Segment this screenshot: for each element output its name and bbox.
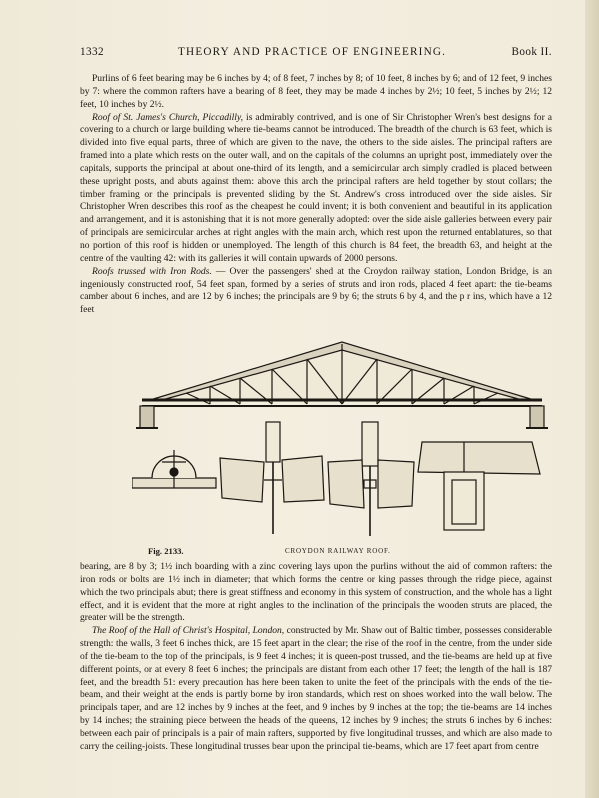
roof-truss-drawing bbox=[136, 342, 548, 428]
joint-detail-shoe bbox=[418, 442, 540, 530]
paragraph-body: — Over the passengers' shed at the Croydon railway station, London Bridge, is an ingeniously constructed roof, 54 feet span, formed by a series of struts and iron rods, placed 4 feet apart: the tie-beams camber about 6 inches, and are 12 by 6 inches; the principals are 9 by 6; the struts 6 by 4, and the p r ins, which have a 12 feet bbox=[80, 265, 552, 316]
paragraph-purlins bbox=[80, 73, 552, 112]
paragraph-body: Purlins of 6 feet bearing may be 6 inches by 4; of 8 feet, 7 inches by 8; of 10 feet, 8 inches by 6; and of 12 feet, 9 inches by 7: where the common rafters have a bearing of 8 feet, they may be made 4 inches by 2½; 10 feet, 5 inches by 2½; 12 feet, 10 inches by 2½. bbox=[80, 73, 552, 110]
joint-detail-ridge bbox=[132, 450, 216, 488]
page-gutter bbox=[585, 0, 599, 798]
body-text-top bbox=[80, 73, 552, 317]
paragraph-iron-rods bbox=[80, 266, 552, 317]
paragraph-continued bbox=[80, 561, 552, 625]
paragraph-body: bearing, are 8 by 3; 1½ inch boarding with a zinc covering lays upon the purlins without the aid of common rafters: the iron rods or bolts are 1½ inch in diameter; that which forms the centre or king passes through the ridge piece, against which the two principals abut; there is great stiffness and economy in this system of construction, and the whole has a light effect, and it is evident that the more at right angles to the inclination of the principals the wooden struts are placed, the greater will be the strength. bbox=[80, 561, 552, 624]
paragraph-st-james bbox=[80, 112, 552, 266]
page-number: 1332 bbox=[80, 46, 104, 58]
paragraph-christs-hospital bbox=[80, 625, 552, 753]
paragraph-body: is admirably contrived, and is one of Sir Christopher Wren's best designs for a covering to a church or large building where tie-beams cannot be introduced. The breadth of the church is 63 feet, which is divided into five equal parts, three of which are given to the nave, the others to the side aisles. The principal rafters are framed into a plate which rests on the outer wall, and on the capitals of the columns an upright post, immediately over the capitals, supports the principal at about one-third of its length, and a semicircular arch simply cradled is placed between these upright posts, and abuts against them: above this arch the principal rafters are held together by stout collars; the timber framing or the principals is prevented sliding by the St. Andrew's cross introduced over the side aisles. Sir Christopher Wren describes this roof as the cheapest he could invent; it is both convenient and beautiful in its application and arrangement, and it is astonishing that it is not more generally adopted: over the side aisle galleries between every pair of principals are semicircular arches at right angles with the main arch, which rest upon the returned entablatures, so that no portion of this roof is hidden or unemployed. The length of this church is 84 feet, the breadth 63, and height at the centre of the vaulting 42: with its galleries it will contain upwards of 2000 persons. bbox=[80, 111, 552, 264]
paragraph-lead: The Roof of the Hall of Christ's Hospital, London, bbox=[92, 625, 285, 637]
croydon-roof-figure bbox=[132, 330, 552, 540]
running-title: THEORY AND PRACTICE OF ENGINEERING. bbox=[178, 46, 447, 58]
joint-detail-post bbox=[220, 422, 324, 534]
figure-caption: CROYDON RAILWAY ROOF. bbox=[285, 547, 391, 555]
book-label: Book II. bbox=[511, 46, 552, 58]
body-text-bottom bbox=[80, 561, 552, 754]
joint-detail-king bbox=[328, 422, 414, 536]
paragraph-lead: Roof of St. James's Church, Piccadilly, bbox=[92, 111, 244, 123]
running-header bbox=[80, 46, 552, 62]
paragraph-lead: Roofs trussed with Iron Rods. bbox=[92, 265, 212, 277]
paragraph-body: constructed by Mr. Shaw out of Baltic timber, possesses considerable strength: the walls, 3 feet 6 inches thick, are 15 feet apart in the clear; the rise of the roof in the centre, from the under side of the tie-beam to the top of the principals, is 9 feet 4 inches; it is queen-post trussed, and the tie-beams are held up at five different points, or at every 8 feet 6 inches; the principals are distant from each other 17 feet; the length of the hall is 187 feet, and the breadth 51: every precaution has here been taken to unite the feet of the principals with the ends of the tie-beam, and their weight at the ends is partly borne by iron standards, which rest on shoes worked into the wall below. The principals taper, and are 12 inches by 9 inches at the feet, and 9 inches by 9 inches at the top; the tie-beams are 14 inches by 14 inches; the straining piece between the heads of the queens, 12 inches by 9 inches; the struts 6 inches by 6 inches: between each pair of principals is a pair of main rafters, supported by five longitudinal trusses, and which are also made to carry the ceiling-joists. These longitudinal trusses bear upon the principal tie-beams, which are 17 feet apart from centre bbox=[80, 625, 552, 752]
figure-number: Fig. 2133. bbox=[148, 546, 184, 556]
